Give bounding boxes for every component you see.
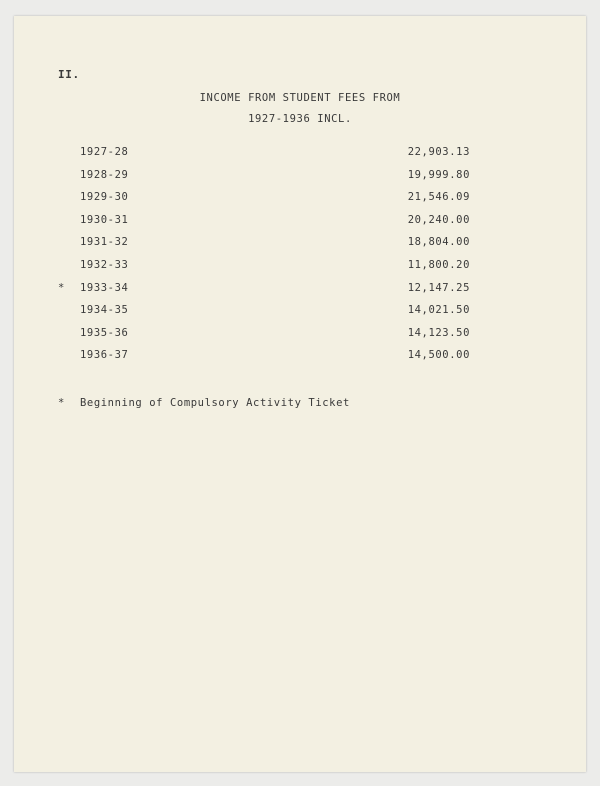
- title-line-1: INCOME FROM STUDENT FEES FROM: [199, 92, 401, 104]
- section-number: II.: [58, 68, 80, 81]
- row-year: 1935-36: [80, 326, 129, 339]
- table-row: [14, 191, 586, 214]
- table-row: [14, 304, 586, 327]
- footnote: [58, 397, 350, 409]
- row-year: 1934-35: [80, 304, 129, 317]
- table-row: [14, 169, 586, 192]
- row-year: 1931-32: [80, 236, 129, 249]
- footnote-marker: *: [58, 397, 65, 409]
- table-row: [14, 236, 586, 259]
- row-amount: 14,021.50: [407, 304, 470, 317]
- table-row: [14, 349, 586, 372]
- row-marker: *: [58, 281, 65, 294]
- row-year: 1927-28: [80, 146, 129, 158]
- document-page: [14, 16, 586, 772]
- table-row: [14, 282, 586, 305]
- row-year: 1936-37: [80, 349, 129, 362]
- fee-table: [14, 146, 586, 372]
- row-year: 1928-29: [80, 168, 129, 181]
- footnote-text: Beginning of Compulsory Activity Ticket: [80, 397, 350, 409]
- table-row: [14, 214, 586, 237]
- table-row: [14, 327, 586, 350]
- row-amount: 21,546.09: [407, 191, 470, 204]
- row-year: 1932-33: [80, 258, 129, 271]
- row-amount: 12,147.25: [407, 281, 470, 294]
- row-year: 1929-30: [80, 191, 129, 204]
- row-year: 1933-34: [80, 281, 129, 294]
- row-amount: 14,500.00: [407, 349, 470, 362]
- title-line-2: 1927-1936 INCL.: [248, 113, 352, 125]
- row-year: 1930-31: [80, 213, 129, 226]
- table-row: [14, 146, 586, 169]
- table-row: [14, 259, 586, 282]
- row-amount: 18,804.00: [407, 236, 470, 249]
- row-amount: 22,903.13: [407, 146, 470, 158]
- row-amount: 11,800.20: [407, 258, 470, 271]
- row-amount: 20,240.00: [407, 213, 470, 226]
- row-amount: 19,999.80: [407, 168, 470, 181]
- row-amount: 14,123.50: [407, 326, 470, 339]
